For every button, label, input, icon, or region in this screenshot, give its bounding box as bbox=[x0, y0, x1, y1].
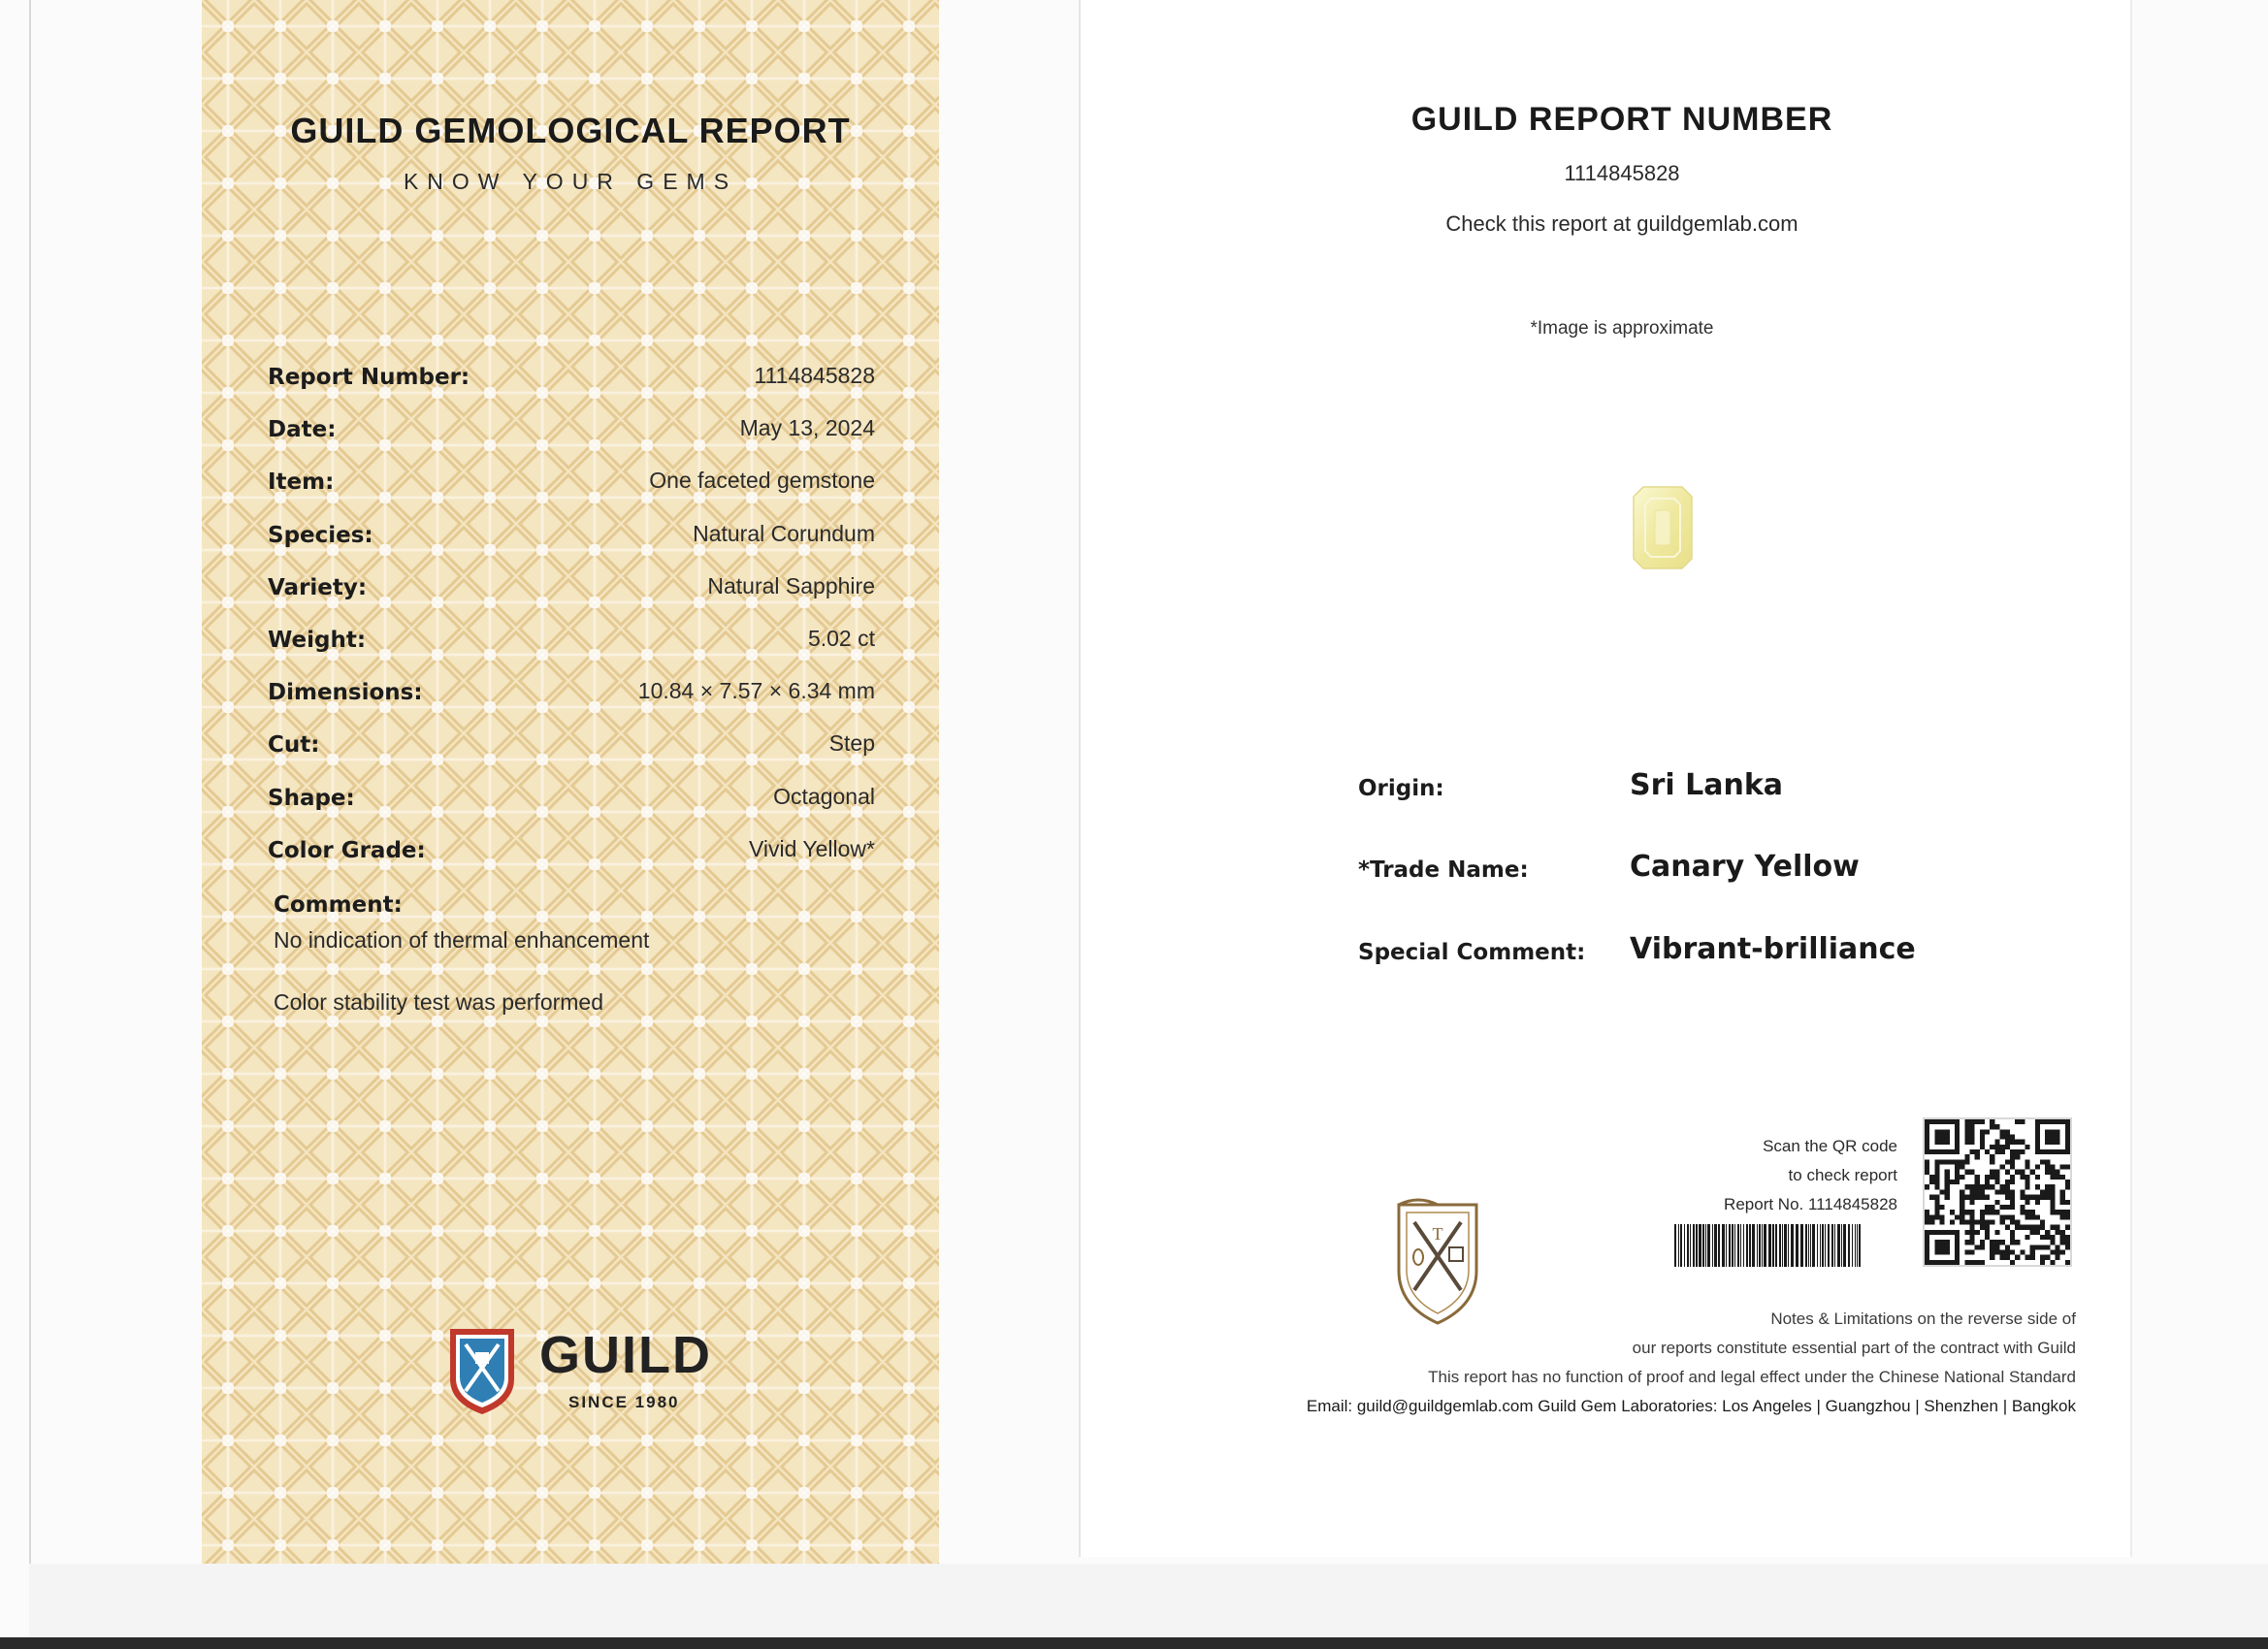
field-value: Sri Lanka bbox=[1630, 768, 1784, 802]
spec-value: May 13, 2024 bbox=[739, 415, 875, 441]
field-label: *Trade Name: bbox=[1358, 857, 1529, 883]
spec-value: Octagonal bbox=[773, 783, 875, 809]
qr-code[interactable] bbox=[1923, 1117, 2072, 1267]
spec-value: Step bbox=[828, 730, 875, 757]
spec-label: Shape: bbox=[268, 785, 355, 811]
scan-bottom-shadow bbox=[29, 1564, 2268, 1637]
spec-row-color-grade bbox=[268, 834, 875, 887]
spec-value: One faceted gemstone bbox=[649, 468, 875, 494]
contact-line: Email: guild@guildgemlab.com Guild Gem Laboratories: Los Angeles | Guangzhou | Shenzhen | Bangkok bbox=[1306, 1397, 2076, 1415]
spec-label: Cut: bbox=[268, 732, 320, 759]
comment-line: No indication of thermal enhancement bbox=[274, 927, 650, 953]
spec-label: Report Number: bbox=[268, 365, 470, 390]
field-origin bbox=[1358, 768, 2037, 807]
check-report-text: Check this report at guildgemlab.com bbox=[1445, 211, 1798, 236]
notes-line: our reports constitute essential part of the contract with Guild bbox=[1632, 1339, 2076, 1357]
spec-row-item bbox=[268, 466, 875, 518]
spec-list bbox=[268, 361, 875, 887]
spec-value: 10.84 × 7.57 × 6.34 mm bbox=[637, 678, 875, 704]
scan-report-no: Report No. 1114845828 bbox=[1724, 1195, 1897, 1213]
spec-row-cut bbox=[268, 728, 875, 781]
barcode bbox=[1674, 1224, 1864, 1267]
field-special-comment bbox=[1358, 932, 2037, 971]
report-number: 1114845828 bbox=[1564, 161, 1680, 185]
spec-label: Date: bbox=[268, 417, 337, 443]
left-report-panel bbox=[202, 0, 939, 1564]
spec-row-dimensions bbox=[268, 676, 875, 728]
image-note: *Image is approximate bbox=[1530, 318, 1714, 339]
field-trade-name bbox=[1358, 850, 2037, 889]
notes-line: This report has no function of proof and legal effect under the Chinese National Standard bbox=[1428, 1368, 2076, 1386]
spec-value: Natural Corundum bbox=[693, 520, 875, 546]
field-value: Canary Yellow bbox=[1630, 850, 1860, 884]
gemstone-image bbox=[1632, 485, 1694, 570]
report-title: GUILD GEMOLOGICAL REPORT bbox=[290, 111, 851, 150]
guild-shield-icon bbox=[446, 1323, 518, 1416]
spec-value: Vivid Yellow* bbox=[748, 835, 875, 861]
report-number-title: GUILD REPORT NUMBER bbox=[1410, 101, 1833, 138]
report-subtitle: KNOW YOUR GEMS bbox=[403, 169, 738, 194]
spec-value: Natural Sapphire bbox=[707, 572, 875, 598]
spec-label: Variety: bbox=[268, 574, 368, 600]
spec-label: Item: bbox=[268, 469, 335, 496]
right-report-panel bbox=[1079, 0, 2132, 1557]
spec-row-shape bbox=[268, 782, 875, 834]
spec-label: Color Grade: bbox=[268, 837, 426, 863]
scan-bottom-bar bbox=[0, 1637, 2268, 1649]
spec-row-variety bbox=[268, 571, 875, 624]
field-label: Origin: bbox=[1358, 776, 1444, 801]
guild-wordmark: GUILD bbox=[539, 1326, 712, 1384]
scan-qr-text: to check report bbox=[1788, 1166, 1897, 1184]
scan-qr-text: Scan the QR code bbox=[1763, 1137, 1897, 1155]
guild-logo bbox=[446, 1319, 728, 1426]
spec-value: 5.02 ct bbox=[807, 625, 875, 651]
svg-text:T: T bbox=[1432, 1224, 1443, 1244]
comment-line: Color stability test was performed bbox=[274, 989, 604, 1015]
page-edge-line bbox=[29, 0, 31, 1591]
comment-label: Comment: bbox=[274, 892, 403, 918]
notes-line: Notes & Limitations on the reverse side of bbox=[1770, 1310, 2076, 1328]
guild-since: SINCE 1980 bbox=[568, 1393, 680, 1411]
spec-label: Weight: bbox=[268, 627, 367, 653]
spec-row-date bbox=[268, 413, 875, 466]
spec-row-species bbox=[268, 519, 875, 571]
field-label: Special Comment: bbox=[1358, 940, 1586, 965]
spec-value: 1114845828 bbox=[754, 363, 875, 388]
spec-label: Species: bbox=[268, 522, 373, 548]
spec-row-report-number bbox=[268, 361, 875, 413]
spec-row-weight bbox=[268, 624, 875, 676]
field-value: Vibrant-brilliance bbox=[1630, 932, 1916, 966]
lab-crest-icon bbox=[1389, 1193, 1486, 1329]
spec-label: Dimensions: bbox=[268, 680, 423, 706]
